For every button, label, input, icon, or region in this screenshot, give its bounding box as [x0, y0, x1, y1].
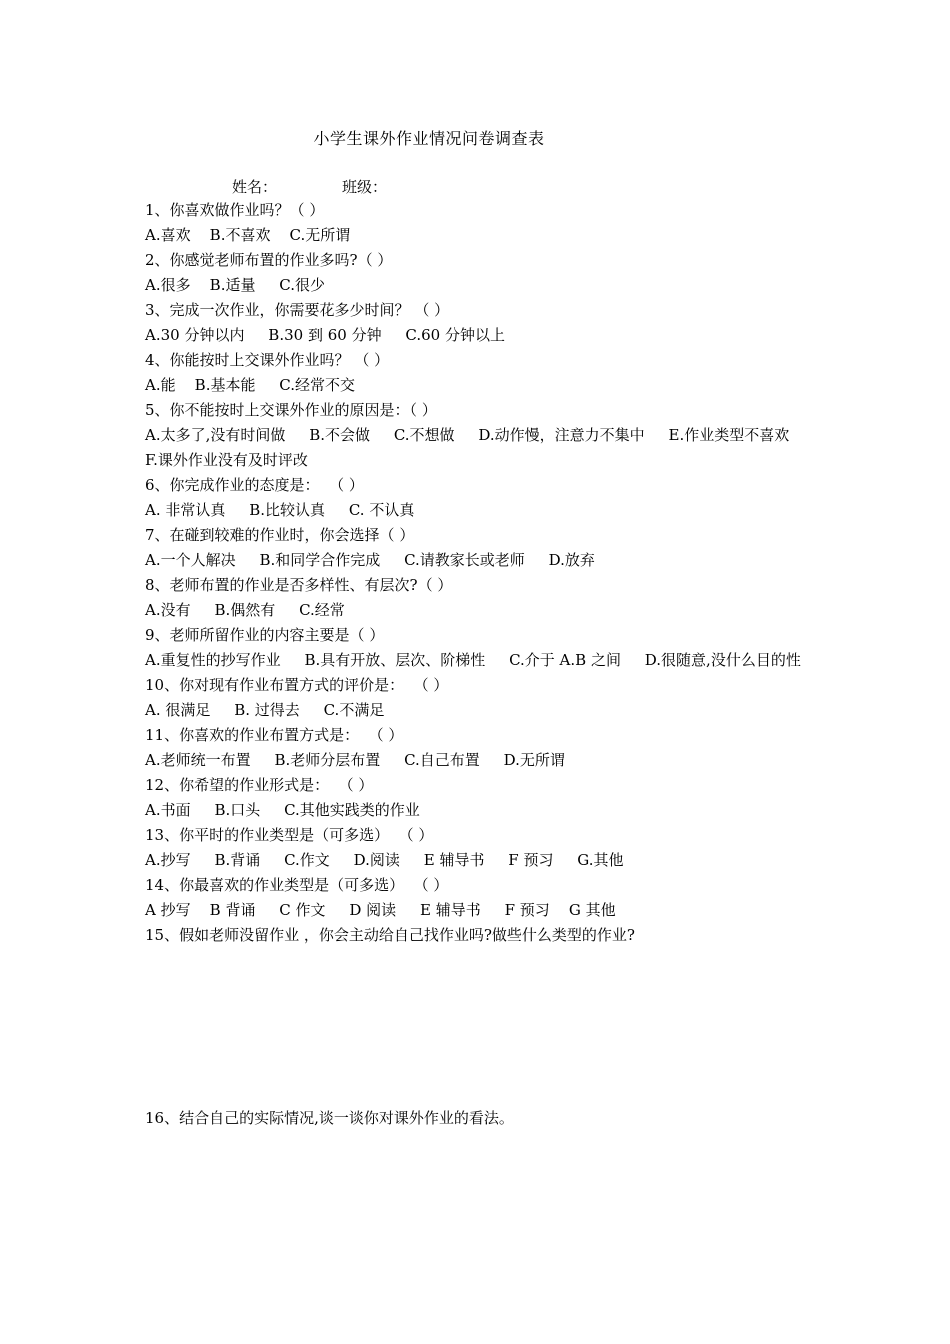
question-4: 4、你能按时上交课外作业吗？ （ ） [145, 351, 390, 369]
question-9: 9、老师所留作业的内容主要是（ ） [145, 626, 385, 644]
options-2: A.很多 B.适量 C.很少 [145, 276, 326, 294]
question-16: 16、结合自己的实际情况,谈一谈你对课外作业的看法。 [145, 1109, 514, 1127]
options-12: A.书面 B.口头 C.其他实践类的作业 [145, 801, 420, 819]
question-6: 6、你完成作业的态度是： （ ） [145, 476, 364, 494]
question-1: 1、你喜欢做作业吗？（ ） [145, 201, 325, 219]
options-8: A.没有 B.偶然有 C.经常 [145, 601, 345, 619]
answer-space [145, 948, 813, 1106]
question-3: 3、完成一次作业，你需要花多少时间？ （ ） [145, 301, 450, 319]
options-14: A 抄写 B 背诵 C 作文 D 阅读 E 辅导书 F 预习 G 其他 [145, 901, 616, 919]
options-1: A.喜欢 B.不喜欢 C.无所谓 [145, 226, 351, 244]
page-title: 小学生课外作业情况问卷调查表 [313, 129, 545, 148]
options-5: A.太多了,没有时间做 B.不会做 C.不想做 D.动作慢，注意力不集中 E.作业类型不喜欢 F.课外作业没有及时评改 [145, 426, 809, 469]
options-4: A.能 B.基本能 C.经常不交 [145, 376, 356, 394]
question-13: 13、你平时的作业类型是（可多选） （ ） [145, 826, 434, 844]
options-13: A.抄写 B.背诵 C.作文 D.阅读 E 辅导书 F 预习 G.其他 [145, 851, 624, 869]
question-5: 5、你不能按时上交课外作业的原因是：（ ） [145, 401, 437, 419]
question-11: 11、你喜欢的作业布置方式是： （ ） [145, 726, 404, 744]
options-9: A.重复性的抄写作业 B.具有开放、层次、阶梯性 C.介于 A.B 之间 D.很随意,没什么目的性 [145, 651, 801, 669]
question-10: 10、你对现有作业布置方式的评价是： （ ） [145, 676, 449, 694]
options-3: A.30 分钟以内 B.30 到 60 分钟 C.60 分钟以上 [145, 326, 505, 344]
question-15: 15、假如老师没留作业 ，你会主动给自己找作业吗?做些什么类型的作业? [145, 926, 635, 944]
options-11: A.老师统一布置 B.老师分层布置 C.自己布置 D.无所谓 [145, 751, 565, 769]
options-7: A.一个人解决 B.和同学合作完成 C.请教家长或老师 D.放弃 [145, 551, 595, 569]
question-list [145, 198, 813, 1131]
question-2: 2、你感觉老师布置的作业多吗?（ ） [145, 251, 393, 269]
class-label: 班级： [342, 178, 388, 196]
question-12: 12、你希望的作业形式是： （ ） [145, 776, 374, 794]
options-10: A. 很满足 B. 过得去 C.不满足 [145, 701, 385, 719]
options-6: A. 非常认真 B.比较认真 C. 不认真 [145, 501, 415, 519]
name-label: 姓名： [232, 178, 278, 196]
question-7: 7、在碰到较难的作业时，你会选择（ ） [145, 526, 415, 544]
question-14: 14、你最喜欢的作业类型是（可多选） （ ） [145, 876, 449, 894]
question-8: 8、老师布置的作业是否多样性、有层次?（ ） [145, 576, 453, 594]
